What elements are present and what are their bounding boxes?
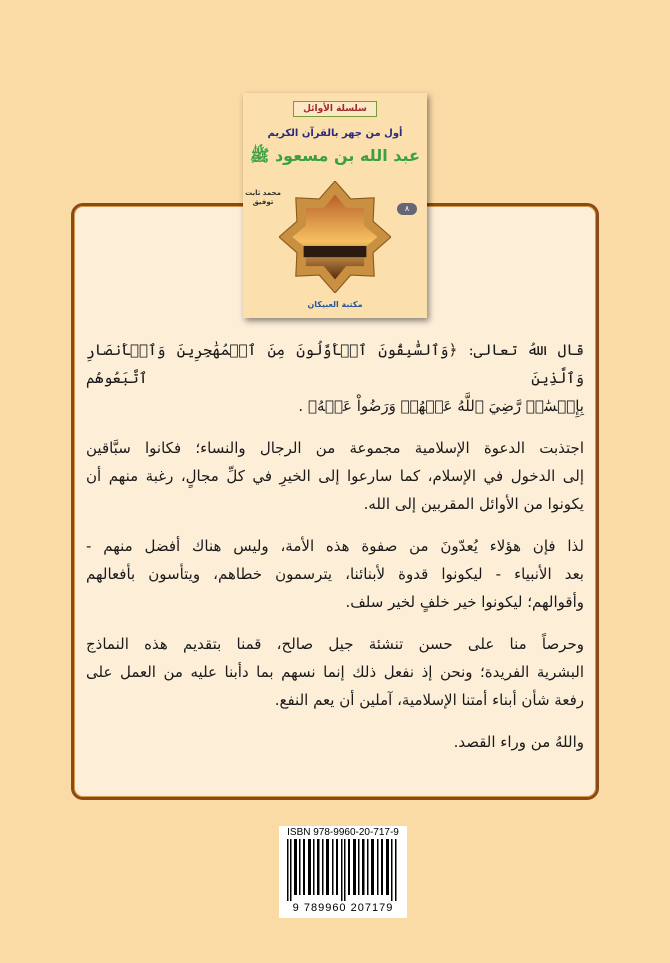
paragraph-1-line-2: إلى الدخول في الإسلام، كما سارعوا إلى الخيرِ في كلِّ مجالٍ، رغبة منهم أن — [86, 467, 584, 485]
sunset-star-image — [279, 181, 391, 293]
paragraph-3-line-1: وحرصاً منا على حسن تنشئة جيل صالح، قمنا بتقديم هذه النماذج — [86, 635, 584, 653]
volume-number: ٨ — [397, 203, 417, 215]
isbn-text: ISBN 978-9960-20-717-9 — [287, 827, 399, 838]
paragraph-2-line-2: بعد الأنبياء - ليكونوا قدوة لأبنائنا، يترسمون خطاهم، ويتأسون بأفعالهم — [86, 565, 584, 583]
body-text — [86, 336, 584, 756]
paragraph-1-line-1: اجتذبت الدعوة الإسلامية مجموعة من الرجال والنساء؛ فكانوا سبَّاقين — [86, 439, 584, 457]
paragraph-2 — [86, 532, 584, 616]
series-label: سلسلة الأوائل — [293, 101, 377, 117]
paragraph-3-line-2: البشرية الفريدة؛ ونحن إذ نفعل ذلك إنما نسهم بما دأبنا عليه من العمل على — [86, 663, 584, 681]
closing-line: واللهُ من وراء القصد. — [453, 733, 584, 751]
paragraph-2-line-1: لذا فإن هؤلاء يُعدّونَ من صفوة هذه الأمة، وليس هناك أفضل منهم - — [86, 537, 584, 555]
quran-verse-line-2: بِإِحۡسَٰنٖ رَّضِيَ ٱللَّهُ عَنۡهُمۡ وَرَضُواْ عَنۡهُ﴾ . — [298, 397, 584, 415]
paragraph-1-line-3: يكونوا من الأوائل المقربين إلى الله. — [363, 495, 584, 513]
paragraph-3-line-3: رفعة شأن أبناء أمتنا الإسلامية، آملين أن يعم النفع. — [274, 691, 584, 709]
isbn-barcode — [279, 826, 407, 918]
barcode-digits: 9 789960 207179 — [292, 902, 394, 914]
quran-verse-line-1: قال اللهُ تعالى: ﴿وَٱلسَّٰبِقُونَ ٱلۡأَوَّلُونَ مِنَ ٱلۡمُهَٰجِرِينَ وَٱلۡأَنصَارِ وَٱلَّذِينَ ٱتَّبَعُوهُم — [86, 341, 584, 387]
paragraph-2-line-3: وأقوالهم؛ ليكونوا خير خلفٍ لخير سلف. — [345, 593, 584, 611]
book-cover-thumbnail — [243, 93, 427, 318]
paragraph-1 — [86, 434, 584, 518]
closing — [86, 728, 584, 756]
barcode-bars — [287, 839, 399, 901]
publisher-logo: مكتبة العبيكان — [307, 300, 363, 309]
quran-verse — [86, 336, 584, 420]
book-subtitle: أول من جهر بالقرآن الكريم — [267, 128, 403, 139]
book-title: عبد الله بن مسعود ﷺ — [250, 146, 420, 165]
author-name: محمد ثابت توفيق — [245, 189, 281, 206]
paragraph-3 — [86, 630, 584, 714]
